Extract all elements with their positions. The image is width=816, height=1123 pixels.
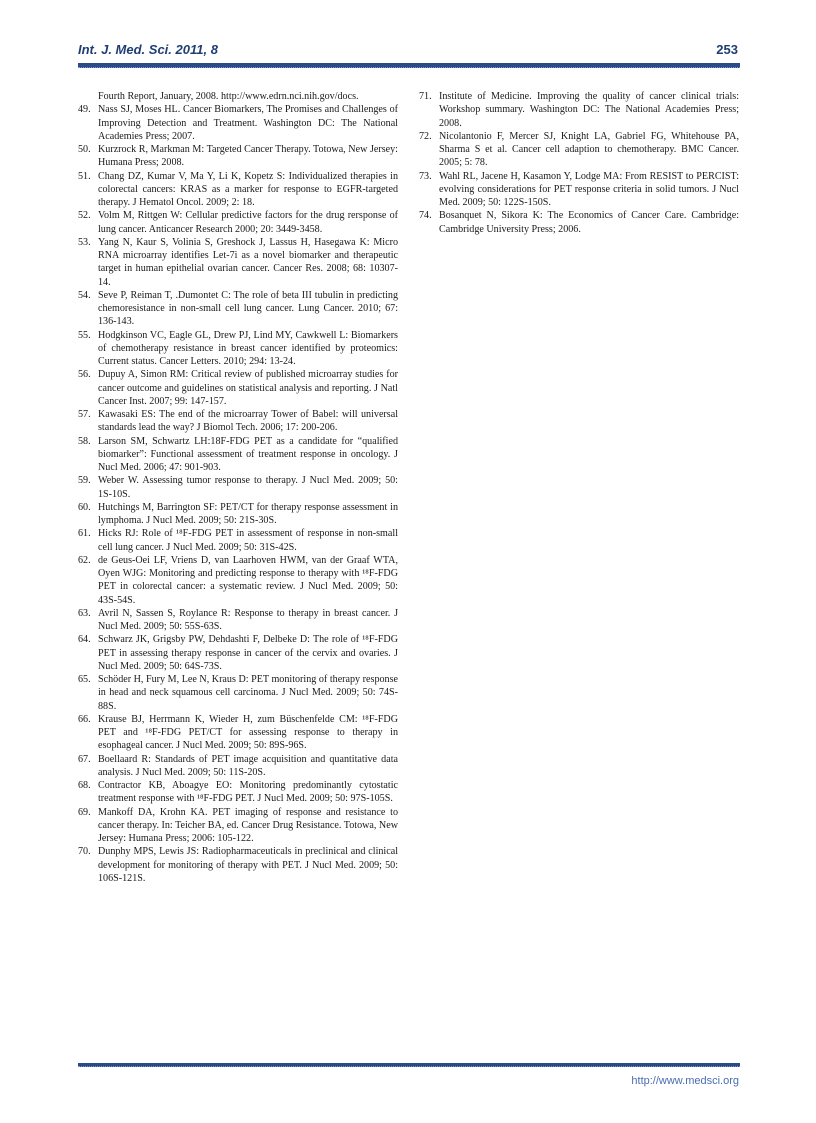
references-left-column <box>78 90 398 885</box>
reference-text: Hutchings M, Barrington SF: PET/CT for therapy response assessment in lymphoma. J Nucl Med. 2009; 50: 21S-30S. <box>98 501 398 526</box>
reference-number: 53. <box>78 236 91 248</box>
reference-text: Krause BJ, Herrmann K, Wieder H, zum Büschenfelde CM: ¹⁸F-FDG PET and ¹⁸F-FDG PET/CT for assessing response to therapy in esophageal cancer. J Nucl Med. 2009; 50: 89S-96S. <box>98 713 398 752</box>
reference-number: 59. <box>78 475 91 487</box>
reference-item <box>78 474 398 501</box>
reference-item <box>78 779 398 806</box>
reference-text: Avril N, Sassen S, Roylance R: Response to therapy in breast cancer. J Nucl Med. 2009; 50: 55S-63S. <box>98 607 398 632</box>
reference-item <box>78 209 398 236</box>
reference-number: 64. <box>78 634 91 646</box>
reference-item <box>78 501 398 528</box>
reference-item <box>78 368 398 408</box>
reference-text: Mankoff DA, Krohn KA. PET imaging of response and resistance to cancer therapy. In: Teicher BA, ed. Cancer Drug Resistance. Totowa, New Jersey: Humana Press; 2006: 105-122. <box>98 806 398 844</box>
reference-number: 66. <box>78 713 91 725</box>
reference-number: 70. <box>78 846 91 858</box>
reference-item <box>419 90 739 130</box>
reference-item <box>78 753 398 780</box>
reference-text: Nass SJ, Moses HL. Cancer Biomarkers, The Promises and Challenges of Improving Detection and Treatment. Washington DC: The National Academies Press; 2007. <box>98 104 398 142</box>
reference-text: Dupuy A, Simon RM: Critical review of published microarray studies for cancer outcome and guidelines on statistical analysis and reporting. J Natl Cancer Inst. 2007; 99: 147-157. <box>98 369 398 407</box>
reference-text: Yang N, Kaur S, Volinia S, Greshock J, Lassus H, Hasegawa K: Micro RNA microarray identifies Let-7i as a novel biomarker and therapeutic target in human epithelial ovarian cancer. Cancer Res. 2008; 68: 10307-14. <box>98 236 398 288</box>
reference-number: 54. <box>78 289 91 301</box>
reference-continuation: Fourth Report, January, 2008. http://www.edrn.nci.nih.gov/docs. <box>98 91 359 102</box>
reference-text: Volm M, Rittgen W: Cellular predictive factors for the drug rersponse of lung cancer. Anticancer Research 2000; 20: 3449-3458. <box>98 210 398 235</box>
reference-item <box>78 236 398 289</box>
reference-item <box>419 130 739 170</box>
reference-item <box>78 713 398 753</box>
footer-rule <box>78 1063 740 1067</box>
reference-item <box>78 607 398 634</box>
reference-item <box>78 633 398 673</box>
reference-item <box>78 435 398 475</box>
reference-text: Schwarz JK, Grigsby PW, Dehdashti F, Delbeke D: The role of ¹⁸F-FDG PET in assessing therapy response in cancer of the cervix and ovaries. J Nucl Med. 2009; 50: 64S-73S. <box>98 634 398 672</box>
reference-item <box>419 170 739 210</box>
reference-text: Schöder H, Fury M, Lee N, Kraus D: PET monitoring of therapy response in head and neck squamous cell carcinoma. J Nucl Med. 2009; 50: 74S-88S. <box>98 674 398 712</box>
reference-text: Weber W. Assessing tumor response to therapy. J Nucl Med. 2009; 50: 1S-10S. <box>98 475 398 500</box>
page-header <box>78 40 738 64</box>
page-number: 253 <box>716 42 738 57</box>
reference-text: Kawasaki ES: The end of the microarray Tower of Babel: will universal standards lead the way? J Biomol Tech. 2006; 17: 200-206. <box>98 409 398 434</box>
reference-text: Boellaard R: Standards of PET image acquisition and quantitative data analysis. J Nucl Med. 2009; 50: 11S-20S. <box>98 753 398 778</box>
reference-number: 71. <box>419 91 432 102</box>
reference-number: 52. <box>78 210 91 222</box>
reference-item <box>78 329 398 369</box>
reference-item <box>78 289 398 329</box>
reference-number: 63. <box>78 607 91 619</box>
reference-number: 69. <box>78 806 91 818</box>
reference-text: Wahl RL, Jacene H, Kasamon Y, Lodge MA: From RESIST to PERCIST: evolving considerations for PET response criteria in solid tumors. J Nucl Med. 2009; 50: 122S-150S. <box>439 170 739 208</box>
reference-item <box>78 408 398 435</box>
reference-number: 65. <box>78 674 91 685</box>
reference-text: Hodgkinson VC, Eagle GL, Drew PJ, Lind MY, Cawkwell L: Biomarkers of chemotherapy resistance in breast cancer identified by proteomics: Current status. Cancer Letters. 2010; 294: 13-24. <box>98 329 398 367</box>
reference-text: Seve P, Reiman T, .Dumontet C: The role of beta III tubulin in predicting chemoresistance in non-small cell lung cancer. Lung Cancer. 2010; 67: 136-143. <box>98 289 398 328</box>
reference-number: 51. <box>78 170 91 182</box>
reference-list-right <box>419 90 739 236</box>
reference-number: 60. <box>78 501 91 513</box>
reference-number: 67. <box>78 753 91 765</box>
reference-number: 74. <box>419 210 432 222</box>
reference-item <box>419 209 739 236</box>
reference-number: 49. <box>78 104 91 116</box>
journal-citation: Int. J. Med. Sci. 2011, 8 <box>78 42 218 57</box>
reference-number: 62. <box>78 554 91 566</box>
reference-item <box>78 845 398 885</box>
reference-number: 57. <box>78 409 91 420</box>
reference-number: 73. <box>419 170 432 182</box>
footer-url-link[interactable]: http://www.medsci.org <box>631 1075 739 1087</box>
reference-number: 72. <box>419 130 432 142</box>
reference-number: 55. <box>78 329 91 341</box>
reference-text: Larson SM, Schwartz LH:18F-FDG PET as a candidate for “qualified biomarker”: Functional assessment of treatment response in oncology. J Nucl Med. 2006; 47: 901-903. <box>98 435 398 473</box>
reference-item <box>78 170 398 210</box>
reference-text: Chang DZ, Kumar V, Ma Y, Li K, Kopetz S: Individualized therapies in colorectal cancers: KRAS as a marker for response to EGFR-targeted therapy. J Hematol Oncol. 2009; 2: 18. <box>98 170 398 208</box>
reference-text: Contractor KB, Aboagye EO: Monitoring predominantly cytostatic treatment response with ¹⁸F-FDG PET. J Nucl Med. 2009; 50: 97S-105S. <box>98 780 398 805</box>
reference-text: Bosanquet N, Sikora K: The Economics of Cancer Care. Cambridge: Cambridge University Press; 2006. <box>439 210 739 235</box>
reference-item <box>78 673 398 713</box>
reference-item <box>78 554 398 607</box>
reference-text: Institute of Medicine. Improving the quality of cancer clinical trials: Workshop summary. Washington DC: The National Academies Press; 2008. <box>439 91 739 129</box>
references-right-column <box>419 90 739 236</box>
reference-number: 56. <box>78 369 91 381</box>
reference-list-left <box>78 103 398 885</box>
reference-number: 68. <box>78 780 91 791</box>
reference-text: Kurzrock R, Markman M: Targeted Cancer Therapy. Totowa, New Jersey: Humana Press; 2008. <box>98 144 398 169</box>
reference-number: 61. <box>78 528 91 540</box>
reference-item <box>78 143 398 170</box>
reference-item <box>78 527 398 554</box>
reference-number: 58. <box>78 435 91 447</box>
reference-number: 50. <box>78 144 91 155</box>
reference-text: de Geus-Oei LF, Vriens D, van Laarhoven HWM, van der Graaf WTA, Oyen WJG: Monitoring and predicting response to therapy with ¹⁸F-FDG PET in colorectal cancer: a systematic review. J Nucl Med. 2009; 50: 43S-54S. <box>98 554 398 606</box>
header-rule <box>78 63 740 68</box>
reference-text: Dunphy MPS, Lewis JS: Radiopharmaceuticals in preclinical and clinical development for monitoring of therapy with PET. J Nucl Med. 2009; 50: 106S-121S. <box>98 846 398 884</box>
reference-text: Nicolantonio F, Mercer SJ, Knight LA, Gabriel FG, Whitehouse PA, Sharma S et al. Cancer cell adaption to chemotherapy. BMC Cancer. 2005; 5: 78. <box>439 130 739 169</box>
reference-item <box>78 103 398 143</box>
reference-text: Hicks RJ: Role of ¹⁸F-FDG PET in assessment of response in non-small cell lung cancer. J Nucl Med. 2009; 50: 31S-42S. <box>98 528 398 553</box>
reference-item <box>78 806 398 846</box>
